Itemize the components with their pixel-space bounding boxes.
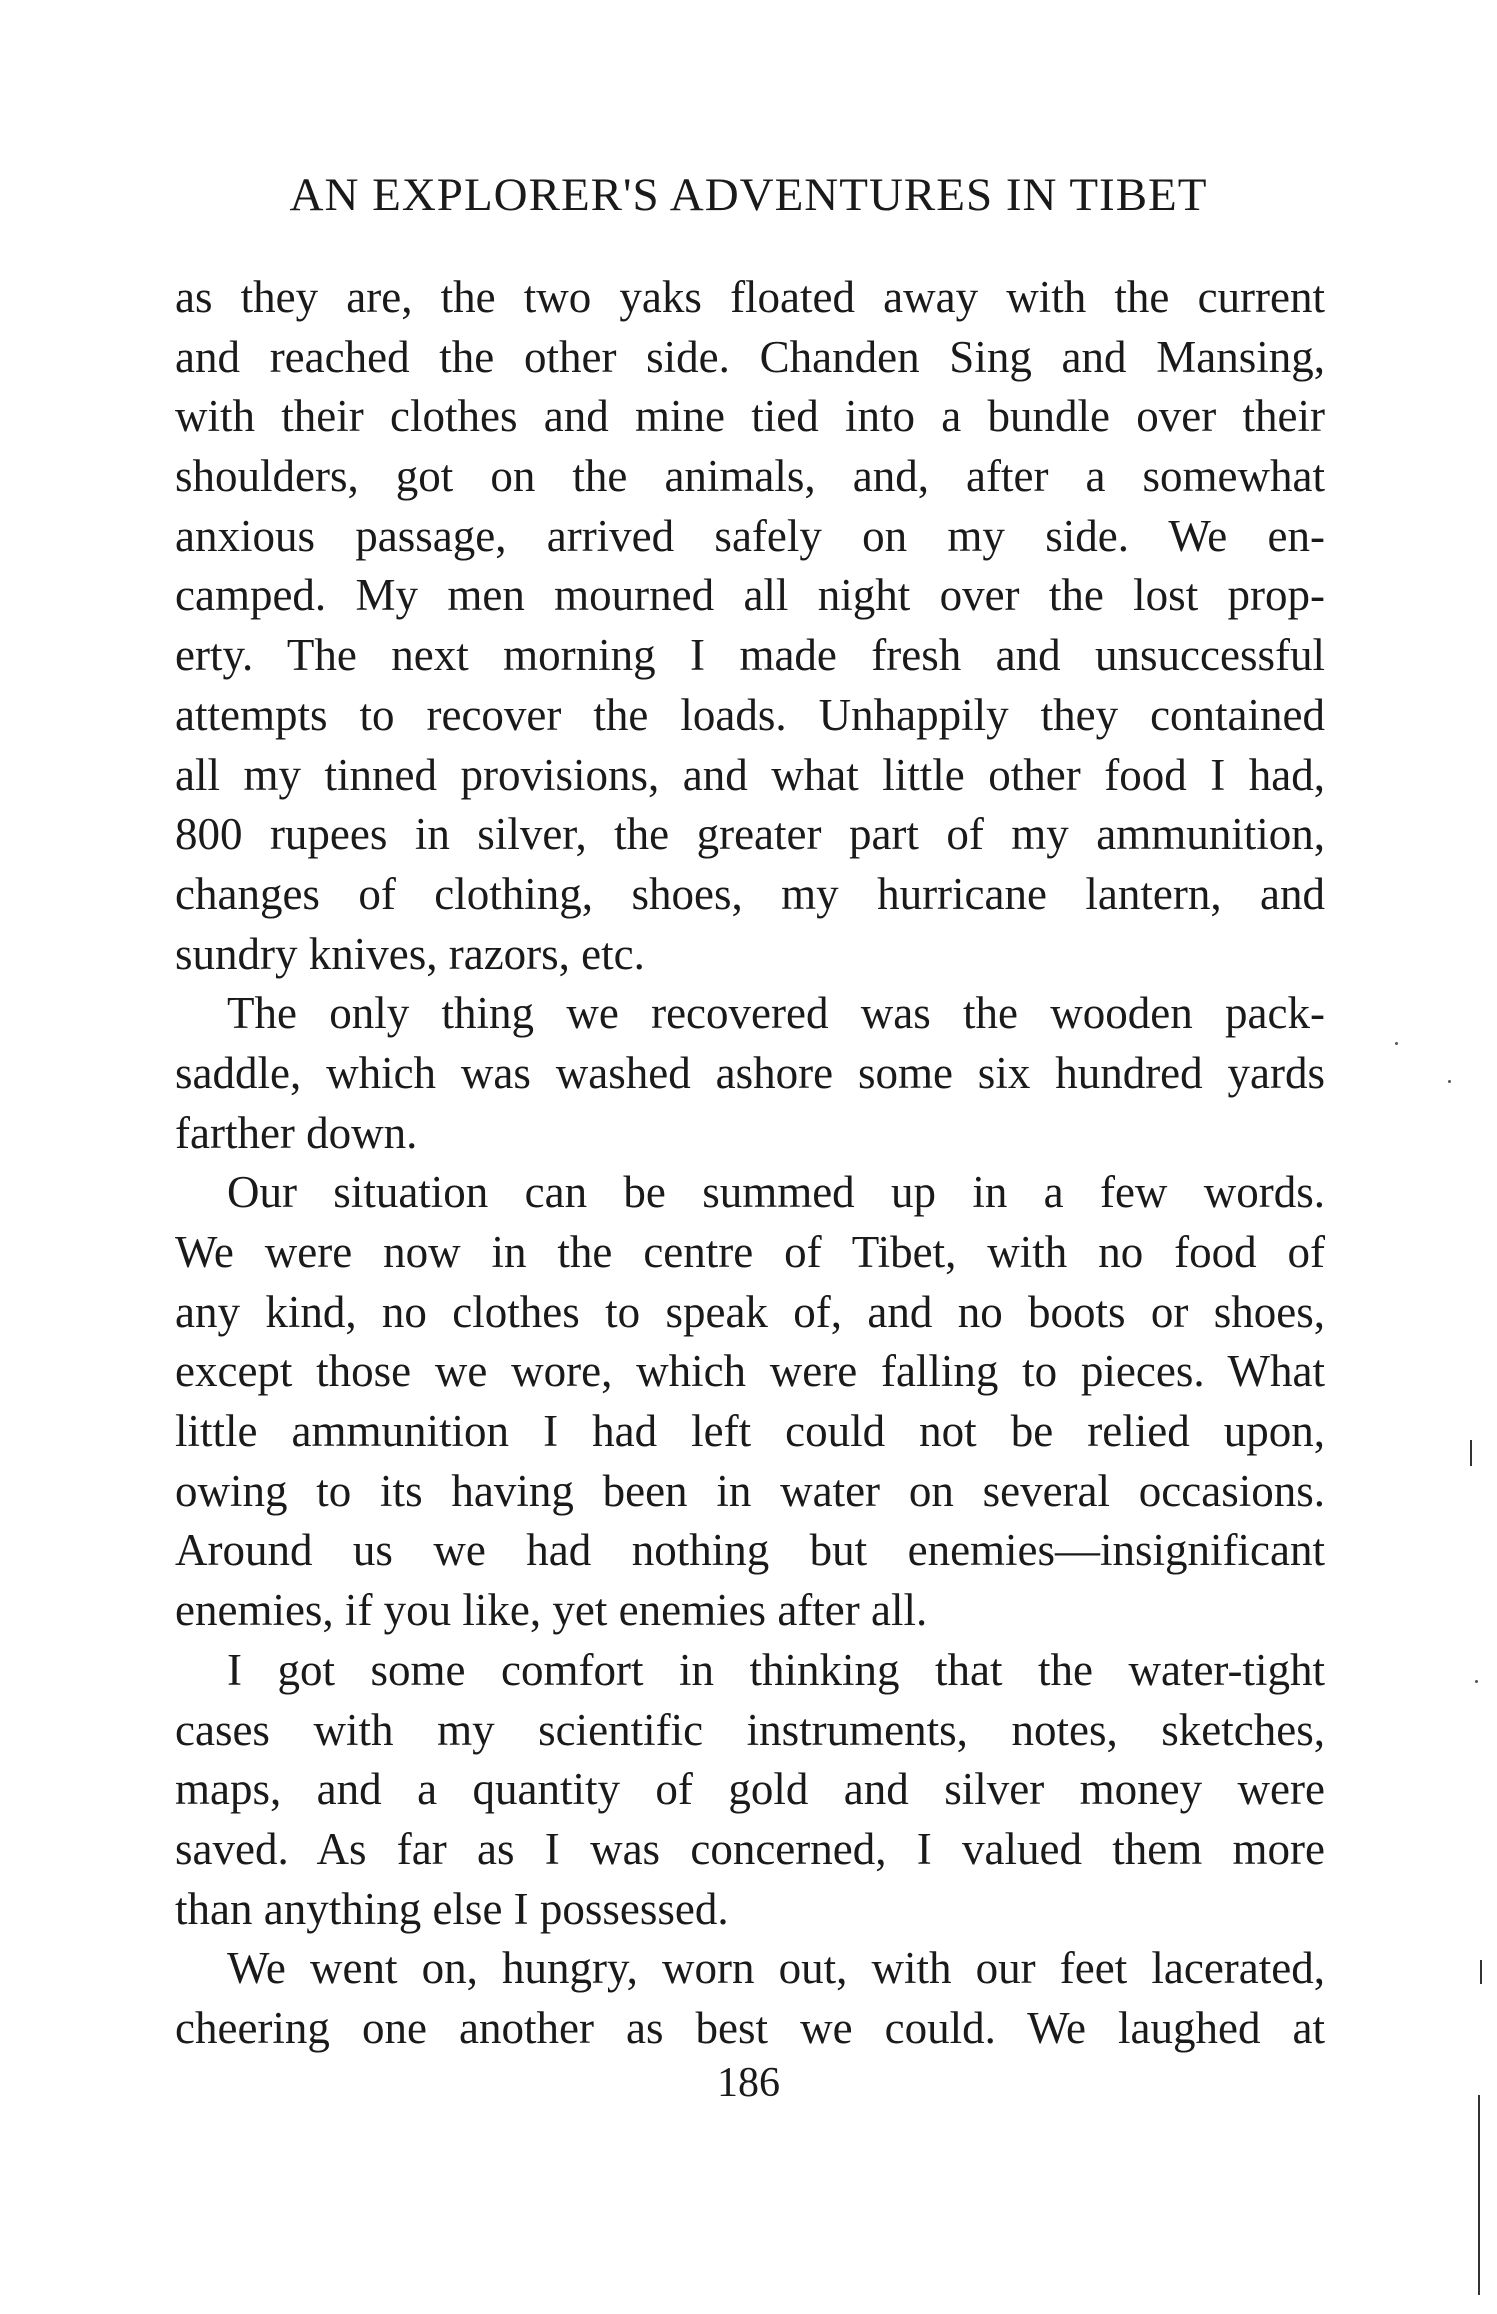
- text-line: saddle, which was washed ashore some six hundred yards: [175, 1047, 1325, 1098]
- scan-edge-mark: [1480, 1960, 1482, 1984]
- text-line: cheering one another as best we could. We laughed at: [175, 2002, 1325, 2053]
- running-head: AN EXPLORER'S ADVENTURES IN TIBET: [289, 169, 1208, 221]
- text-line: sundry knives, razors, etc.: [175, 928, 645, 979]
- scan-speck: [1475, 1680, 1478, 1683]
- text-line: anxious passage, arrived safely on my side. We en-: [175, 510, 1325, 561]
- scan-speck: [1448, 1080, 1451, 1083]
- body-text: [175, 268, 1325, 2059]
- text-line: maps, and a quantity of gold and silver money were: [175, 1764, 1325, 1815]
- text-line: shoulders, got on the animals, and, after a somewhat: [175, 451, 1325, 502]
- text-line: We went on, hungry, worn out, with our feet lacerated,: [227, 1943, 1325, 1994]
- text-line: changes of clothing, shoes, my hurricane lantern, and: [175, 868, 1325, 919]
- text-line: except those we wore, which were falling to pieces. What: [175, 1346, 1325, 1397]
- text-line: Our situation can be summed up in a few words.: [227, 1167, 1325, 1218]
- text-line: 800 rupees in silver, the greater part of my ammunition,: [175, 809, 1325, 860]
- text-line: owing to its having been in water on several occasions.: [175, 1465, 1325, 1516]
- text-line: enemies, if you like, yet enemies after all.: [175, 1585, 928, 1636]
- text-line: attempts to recover the loads. Unhappily they contained: [175, 689, 1325, 740]
- text-line: with their clothes and mine tied into a bundle over their: [175, 391, 1325, 442]
- text-line: saved. As far as I was concerned, I valued them more: [175, 1823, 1325, 1874]
- text-line: The only thing we recovered was the wooden pack-: [227, 988, 1325, 1039]
- scan-speck: [1395, 1042, 1398, 1045]
- text-line: as they are, the two yaks floated away with the current: [175, 272, 1325, 322]
- text-line: farther down.: [175, 1107, 418, 1158]
- text-line: erty. The next morning I made fresh and unsuccessful: [175, 630, 1325, 681]
- text-line: any kind, no clothes to speak of, and no boots or shoes,: [175, 1286, 1325, 1337]
- text-line: We were now in the centre of Tibet, with no food of: [175, 1227, 1325, 1277]
- text-line: little ammunition I had left could not be relied upon,: [175, 1406, 1325, 1457]
- text-line: and reached the other side. Chanden Sing and Mansing,: [175, 331, 1325, 382]
- text-line: all my tinned provisions, and what little other food I had,: [175, 749, 1325, 800]
- page-number: 186: [717, 2060, 780, 2106]
- scan-edge-mark: [1470, 1440, 1472, 1466]
- text-line: camped. My men mourned all night over the lost prop-: [175, 570, 1325, 621]
- text-line: than anything else I possessed.: [175, 1883, 729, 1934]
- scan-edge-mark: [1478, 2095, 1480, 2295]
- text-line: Around us we had nothing but enemies—insignificant: [175, 1525, 1325, 1576]
- text-line: cases with my scientific instruments, notes, sketches,: [175, 1704, 1325, 1755]
- text-line: I got some comfort in thinking that the water-tight: [227, 1644, 1325, 1695]
